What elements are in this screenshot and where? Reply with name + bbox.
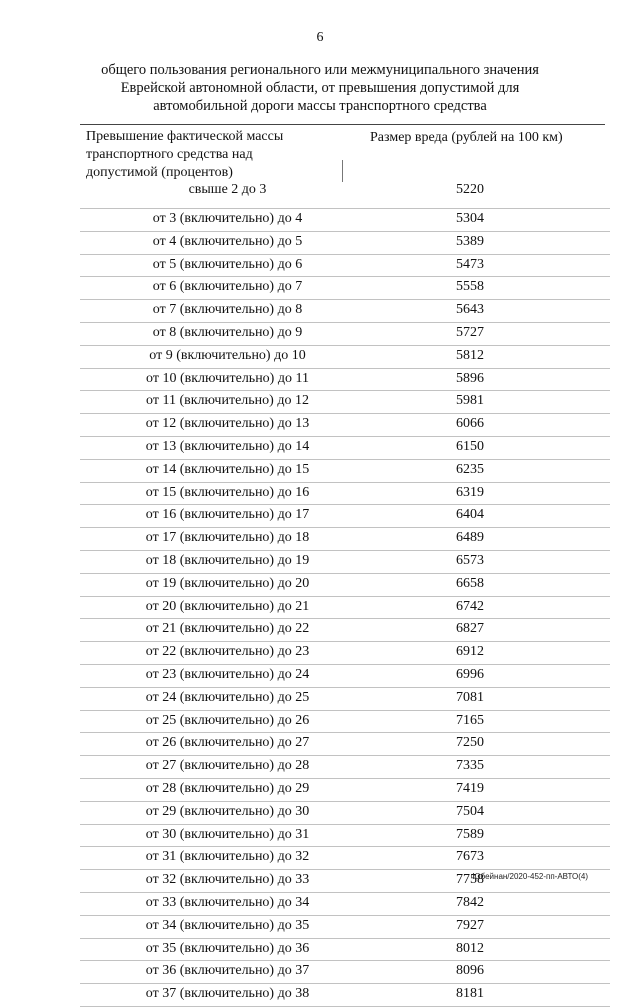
table-row — [80, 688, 610, 711]
damage-value: 7081 — [456, 689, 484, 705]
table-row — [80, 460, 610, 483]
overweight-range: от 13 (включительно) до 14 — [145, 438, 310, 454]
table-row — [80, 619, 610, 642]
damage-value: 5896 — [456, 370, 484, 386]
overweight-range: от 21 (включительно) до 22 — [145, 621, 310, 637]
overweight-range: от 30 (включительно) до 31 — [145, 826, 310, 842]
damage-value: 5473 — [456, 256, 484, 272]
overweight-range: от 9 (включительно) до 10 — [149, 347, 306, 363]
overweight-range: от 35 (включительно) до 36 — [145, 940, 310, 956]
overweight-range: от 37 (включительно) до 38 — [145, 986, 310, 1002]
damage-value: 6996 — [456, 666, 484, 682]
damage-value: 7589 — [456, 826, 484, 842]
damage-value: 7335 — [456, 758, 484, 774]
table-row — [80, 825, 610, 848]
document-title — [60, 61, 580, 115]
damage-value: 6066 — [456, 416, 484, 432]
document-code: Юбейнан/2020-452-пп-АВТО(4) — [472, 872, 588, 881]
overweight-range: свыше 2 до 3 — [188, 182, 267, 197]
table-row — [80, 346, 610, 369]
overweight-range: от 12 (включительно) до 13 — [145, 416, 310, 432]
damage-value: 5727 — [456, 324, 484, 340]
overweight-range: от 8 (включительно) до 9 — [152, 324, 303, 340]
damage-value: 7673 — [456, 849, 484, 865]
damage-value: 6150 — [456, 438, 484, 454]
damage-value: 6235 — [456, 461, 484, 477]
header-overweight-percent — [86, 128, 326, 182]
table-row — [80, 733, 610, 756]
table-row — [80, 756, 610, 779]
damage-value: 5304 — [456, 211, 484, 226]
title-line: автомобильной дороги массы транспортного средства — [153, 98, 487, 114]
table-row — [80, 574, 610, 597]
table-row — [80, 528, 610, 551]
damage-value: 6658 — [456, 575, 484, 591]
table-row — [80, 505, 610, 528]
overweight-range: от 27 (включительно) до 28 — [145, 758, 310, 774]
table-row — [80, 802, 610, 825]
title-line: Еврейской автономной области, от превышения допустимой для — [120, 80, 520, 96]
damage-value: 5558 — [456, 279, 484, 295]
damage-value: 6827 — [456, 621, 484, 637]
overweight-range: от 7 (включительно) до 8 — [152, 302, 303, 318]
damage-value: 5981 — [456, 393, 484, 409]
damage-value: 5643 — [456, 302, 484, 318]
table-row — [80, 323, 610, 346]
table-row — [80, 711, 610, 734]
overweight-range: от 15 (включительно) до 16 — [145, 484, 310, 500]
overweight-range: от 10 (включительно) до 11 — [146, 370, 309, 386]
overweight-range: от 29 (включительно) до 30 — [145, 803, 310, 819]
overweight-range: от 19 (включительно) до 20 — [145, 575, 310, 591]
damage-value: 6742 — [456, 598, 484, 614]
overweight-range: от 25 (включительно) до 26 — [145, 712, 310, 728]
table-header — [80, 124, 610, 180]
table-row — [80, 847, 610, 870]
damage-value: 7419 — [456, 780, 484, 796]
overweight-range: от 20 (включительно) до 21 — [145, 598, 310, 614]
overweight-range: от 18 (включительно) до 19 — [145, 552, 310, 568]
table-row — [80, 209, 610, 232]
table-row — [80, 597, 610, 620]
table-row — [80, 391, 610, 414]
overweight-range: от 4 (включительно) до 5 — [152, 233, 303, 249]
table-body — [80, 180, 610, 1007]
overweight-range: от 33 (включительно) до 34 — [145, 894, 310, 910]
title-line: общего пользования регионального или межмуниципального значения — [101, 62, 539, 78]
table-row — [80, 414, 610, 437]
table-row — [80, 665, 610, 688]
table-row — [80, 779, 610, 802]
overweight-range: от 22 (включительно) до 23 — [145, 644, 310, 660]
damage-value: 5389 — [456, 233, 484, 249]
table-row — [80, 984, 610, 1007]
table-row — [80, 939, 610, 962]
overweight-range: от 11 (включительно) до 12 — [146, 393, 309, 409]
overweight-range: от 16 (включительно) до 17 — [145, 507, 310, 523]
table-top-border — [80, 124, 605, 125]
damage-value: 6573 — [456, 552, 484, 568]
damage-value: 7250 — [456, 735, 484, 751]
table-row — [80, 232, 610, 255]
damage-value: 6319 — [456, 484, 484, 500]
table-row — [80, 961, 610, 984]
table-row — [80, 369, 610, 392]
damage-value: 5812 — [456, 347, 484, 363]
header-left-line: Превышение фактической массы — [86, 129, 284, 144]
table-row — [80, 255, 610, 278]
overweight-range: от 24 (включительно) до 25 — [145, 689, 310, 705]
damage-value: 7927 — [456, 917, 484, 933]
table-row — [80, 916, 610, 939]
overweight-range: от 36 (включительно) до 37 — [145, 963, 310, 979]
table-row — [80, 893, 610, 916]
table-row — [80, 551, 610, 574]
damage-value: 7504 — [456, 803, 484, 819]
overweight-range: от 28 (включительно) до 29 — [145, 780, 310, 796]
table-row — [80, 642, 610, 665]
overweight-range: от 6 (включительно) до 7 — [152, 279, 303, 295]
damage-value: 6912 — [456, 644, 484, 660]
damage-value: 5220 — [456, 182, 484, 197]
overweight-range: от 31 (включительно) до 32 — [145, 849, 310, 865]
overweight-range: от 3 (включительно) до 4 — [152, 211, 303, 226]
overweight-range: от 34 (включительно) до 35 — [145, 917, 310, 933]
damage-value: 6489 — [456, 530, 484, 546]
overweight-range: от 5 (включительно) до 6 — [152, 256, 303, 272]
header-damage-amount: Размер вреда (рублей на 100 км) — [370, 130, 563, 145]
damage-value: 7758 — [456, 872, 484, 888]
column-divider — [342, 160, 343, 182]
overweight-range: от 17 (включительно) до 18 — [145, 530, 310, 546]
table-row — [80, 437, 610, 460]
damage-value: 8181 — [456, 986, 484, 1002]
table-row — [80, 277, 610, 300]
header-left-line: допустимой (процентов) — [86, 165, 233, 180]
damage-value: 8012 — [456, 940, 484, 956]
overweight-range: от 32 (включительно) до 33 — [145, 872, 310, 888]
table-row — [80, 180, 610, 209]
damage-value: 8096 — [456, 963, 484, 979]
table-row — [80, 483, 610, 506]
overweight-range: от 14 (включительно) до 15 — [145, 461, 310, 477]
page-number: 6 — [316, 30, 324, 45]
damage-value: 6404 — [456, 507, 484, 523]
overweight-range: от 23 (включительно) до 24 — [145, 666, 310, 682]
table-row — [80, 300, 610, 323]
damage-value: 7165 — [456, 712, 484, 728]
overweight-range: от 26 (включительно) до 27 — [145, 735, 310, 751]
header-left-line: транспортного средства над — [86, 147, 253, 162]
damage-value: 7842 — [456, 894, 484, 910]
